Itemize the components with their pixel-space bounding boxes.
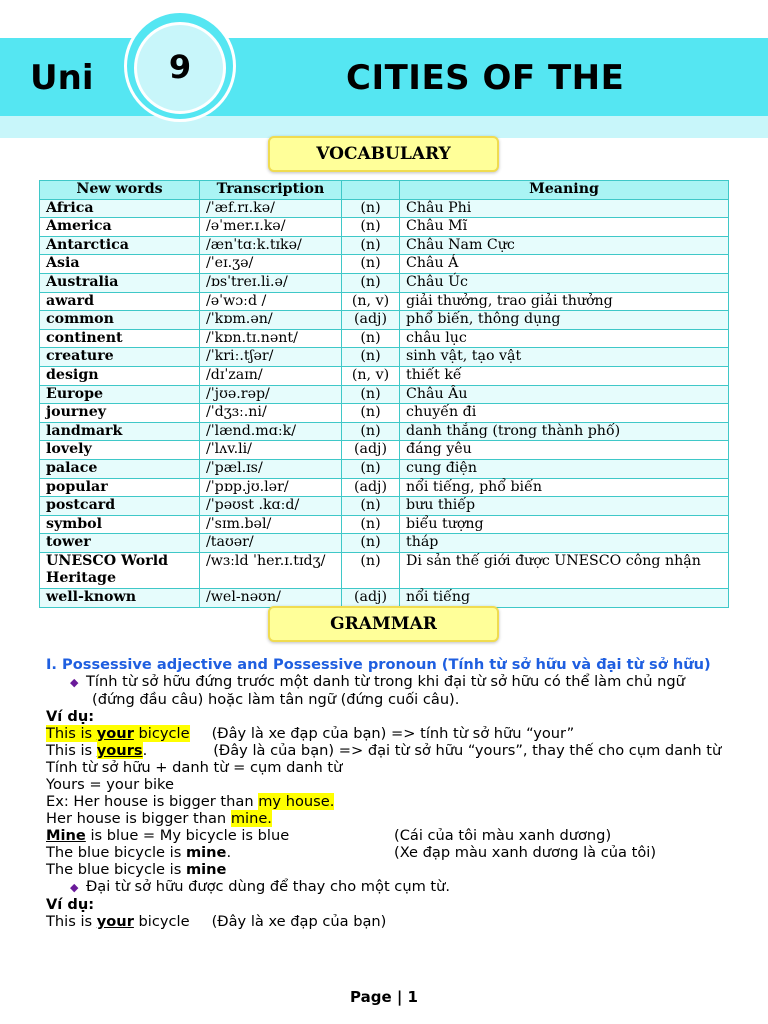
unit-word: Uni — [30, 58, 94, 98]
part-of-speech-cell: (n) — [342, 255, 400, 274]
meaning-cell: bưu thiếp — [400, 497, 729, 516]
example-line: Her house is bigger than mine. — [46, 810, 272, 827]
table-row — [40, 515, 729, 534]
part-of-speech-cell: (n, v) — [342, 292, 400, 311]
transcription-cell: /ˈkɒn.tɪ.nənt/ — [200, 329, 342, 348]
bullet-icon: ◆ — [70, 676, 79, 689]
rule-line: Tính từ sở hữu + danh từ = cụm danh từ — [46, 759, 343, 776]
transcription-cell: /ˈeɪ.ʒə/ — [200, 255, 342, 274]
transcription-cell: /wel-nəʊn/ — [200, 589, 342, 608]
transcription-cell: /ˈdʒɜː.ni/ — [200, 404, 342, 423]
transcription-cell: /ˈjʊə.rəp/ — [200, 385, 342, 404]
unit-title: CITIES OF THE — [346, 58, 625, 98]
part-of-speech-cell: (n) — [342, 329, 400, 348]
part-of-speech-cell: (adj) — [342, 441, 400, 460]
part-of-speech-cell: (n) — [342, 422, 400, 441]
word-cell: UNESCO World Heritage — [40, 552, 200, 588]
example-line: Ex: Her house is bigger than my house. — [46, 793, 335, 810]
table-row — [40, 292, 729, 311]
example-line: The blue bicycle is mine — [46, 861, 227, 878]
meaning-cell: đáng yêu — [400, 441, 729, 460]
table-row — [40, 273, 729, 292]
part-of-speech-cell: (n, v) — [342, 366, 400, 385]
word-cell: Europe — [40, 385, 200, 404]
word-cell: journey — [40, 404, 200, 423]
word-cell: common — [40, 311, 200, 330]
meaning-cell: phổ biến, thông dụng — [400, 311, 729, 330]
table-row — [40, 236, 729, 255]
unit-number: 9 — [168, 48, 192, 86]
vocabulary-table — [39, 180, 729, 608]
meaning-cell: nổi tiếng, phổ biến — [400, 478, 729, 497]
part-of-speech-cell: (n) — [342, 459, 400, 478]
part-of-speech-cell: (adj) — [342, 589, 400, 608]
header-transcription: Transcription — [200, 181, 342, 200]
transcription-cell: /ɒsˈtreɪ.li.ə/ — [200, 273, 342, 292]
header-new-words: New words — [40, 181, 200, 200]
table-row — [40, 366, 729, 385]
vocabulary-heading: VOCABULARY — [268, 136, 499, 172]
meaning-cell: cung điện — [400, 459, 729, 478]
transcription-cell: /taʊər/ — [200, 534, 342, 553]
meaning-cell: châu lục — [400, 329, 729, 348]
example-label: Ví dụ: — [46, 896, 95, 913]
transcription-cell: /ænˈtɑːk.tɪkə/ — [200, 236, 342, 255]
meaning-cell: Châu Âu — [400, 385, 729, 404]
example-label: Ví dụ: — [46, 708, 95, 725]
word-cell: landmark — [40, 422, 200, 441]
grammar-heading: GRAMMAR — [268, 606, 499, 642]
grammar-bullet-2: ◆ Đại từ sở hữu được dùng để thay cho một cụm từ. — [70, 878, 451, 895]
part-of-speech-cell: (n) — [342, 552, 400, 588]
part-of-speech-cell: (adj) — [342, 311, 400, 330]
word-cell: America — [40, 218, 200, 237]
rule-line: Yours = your bike — [46, 776, 174, 793]
meaning-cell: thiết kế — [400, 366, 729, 385]
grammar-bullet-1: ◆ Tính từ sở hữu đứng trước một danh từ trong khi đại từ sở hữu có thể làm chủ ngữ (đứng đầu câu) hoặc làm tân ngữ (đứng cuối câu). — [70, 673, 685, 708]
transcription-cell: /ˈsɪm.bəl/ — [200, 515, 342, 534]
transcription-cell: /ˈlʌv.li/ — [200, 441, 342, 460]
example-line: Mine is blue = My bicycle is blue (Cái của tôi màu xanh dương) — [46, 827, 612, 844]
meaning-cell: Châu Úc — [400, 273, 729, 292]
part-of-speech-cell: (n) — [342, 199, 400, 218]
example-line: This is yours. (Đây là của bạn) => đại từ sở hữu “yours”, thay thế cho cụm danh từ — [46, 742, 722, 759]
table-row — [40, 478, 729, 497]
transcription-cell: /əˈwɔːd / — [200, 292, 342, 311]
table-row — [40, 329, 729, 348]
word-cell: palace — [40, 459, 200, 478]
word-cell: lovely — [40, 441, 200, 460]
word-cell: Africa — [40, 199, 200, 218]
word-cell: award — [40, 292, 200, 311]
header-meaning: Meaning — [400, 181, 729, 200]
part-of-speech-cell: (n) — [342, 534, 400, 553]
word-cell: postcard — [40, 497, 200, 516]
meaning-cell: sinh vật, tạo vật — [400, 348, 729, 367]
meaning-cell: Châu Á — [400, 255, 729, 274]
word-cell: Antarctica — [40, 236, 200, 255]
meaning-cell: Châu Mĩ — [400, 218, 729, 237]
example-line: This is your bicycle (Đây là xe đạp của bạn) => tính từ sở hữu “your” — [46, 725, 575, 742]
table-row — [40, 348, 729, 367]
meaning-cell: Di sản thế giới được UNESCO công nhận — [400, 552, 729, 588]
table-row — [40, 422, 729, 441]
word-cell: well-known — [40, 589, 200, 608]
word-cell: creature — [40, 348, 200, 367]
part-of-speech-cell: (n) — [342, 273, 400, 292]
table-row — [40, 404, 729, 423]
table-row — [40, 497, 729, 516]
transcription-cell: /ˈpəʊst .kɑːd/ — [200, 497, 342, 516]
word-cell: symbol — [40, 515, 200, 534]
header-band-light — [0, 116, 768, 138]
transcription-cell: /ˈpɒp.jʊ.lər/ — [200, 478, 342, 497]
meaning-cell: Châu Phi — [400, 199, 729, 218]
part-of-speech-cell: (adj) — [342, 478, 400, 497]
part-of-speech-cell: (n) — [342, 385, 400, 404]
table-row — [40, 534, 729, 553]
example-line: The blue bicycle is mine. (Xe đạp màu xanh dương là của tôi) — [46, 844, 657, 861]
grammar-section — [46, 656, 726, 930]
page-number: Page | 1 — [350, 988, 418, 1006]
part-of-speech-cell: (n) — [342, 348, 400, 367]
transcription-cell: /ˈlænd.mɑːk/ — [200, 422, 342, 441]
header-part-of-speech — [342, 181, 400, 200]
table-header-row — [40, 181, 729, 200]
meaning-cell: Châu Nam Cực — [400, 236, 729, 255]
table-row — [40, 441, 729, 460]
transcription-cell: /ˈæf.rɪ.kə/ — [200, 199, 342, 218]
table-row — [40, 385, 729, 404]
meaning-cell: chuyến đi — [400, 404, 729, 423]
transcription-cell: /ˈkriː.tʃər/ — [200, 348, 342, 367]
meaning-cell: danh thắng (trong thành phố) — [400, 422, 729, 441]
word-cell: design — [40, 366, 200, 385]
table-row — [40, 311, 729, 330]
table-row — [40, 199, 729, 218]
part-of-speech-cell: (n) — [342, 218, 400, 237]
meaning-cell: giải thưởng, trao giải thưởng — [400, 292, 729, 311]
transcription-cell: /ˈpæl.ɪs/ — [200, 459, 342, 478]
table-row — [40, 459, 729, 478]
transcription-cell: /ˈkɒm.ən/ — [200, 311, 342, 330]
table-row — [40, 218, 729, 237]
example-line: This is your bicycle (Đây là xe đạp của bạn) — [46, 913, 387, 930]
table-row — [40, 255, 729, 274]
meaning-cell: nổi tiếng — [400, 589, 729, 608]
word-cell: popular — [40, 478, 200, 497]
transcription-cell: /əˈmer.ɪ.kə/ — [200, 218, 342, 237]
word-cell: Australia — [40, 273, 200, 292]
bullet-icon: ◆ — [70, 881, 79, 894]
table-row — [40, 552, 729, 588]
part-of-speech-cell: (n) — [342, 515, 400, 534]
word-cell: Asia — [40, 255, 200, 274]
meaning-cell: biểu tượng — [400, 515, 729, 534]
transcription-cell: /wɜːld ˈher.ɪ.tɪdʒ/ — [200, 552, 342, 588]
transcription-cell: /dɪˈzaɪn/ — [200, 366, 342, 385]
part-of-speech-cell: (n) — [342, 236, 400, 255]
table-row — [40, 589, 729, 608]
meaning-cell: tháp — [400, 534, 729, 553]
part-of-speech-cell: (n) — [342, 497, 400, 516]
word-cell: tower — [40, 534, 200, 553]
word-cell: continent — [40, 329, 200, 348]
part-of-speech-cell: (n) — [342, 404, 400, 423]
grammar-section-title: I. Possessive adjective and Possessive pronoun (Tính từ sở hữu và đại từ sở hữu) — [46, 656, 711, 673]
